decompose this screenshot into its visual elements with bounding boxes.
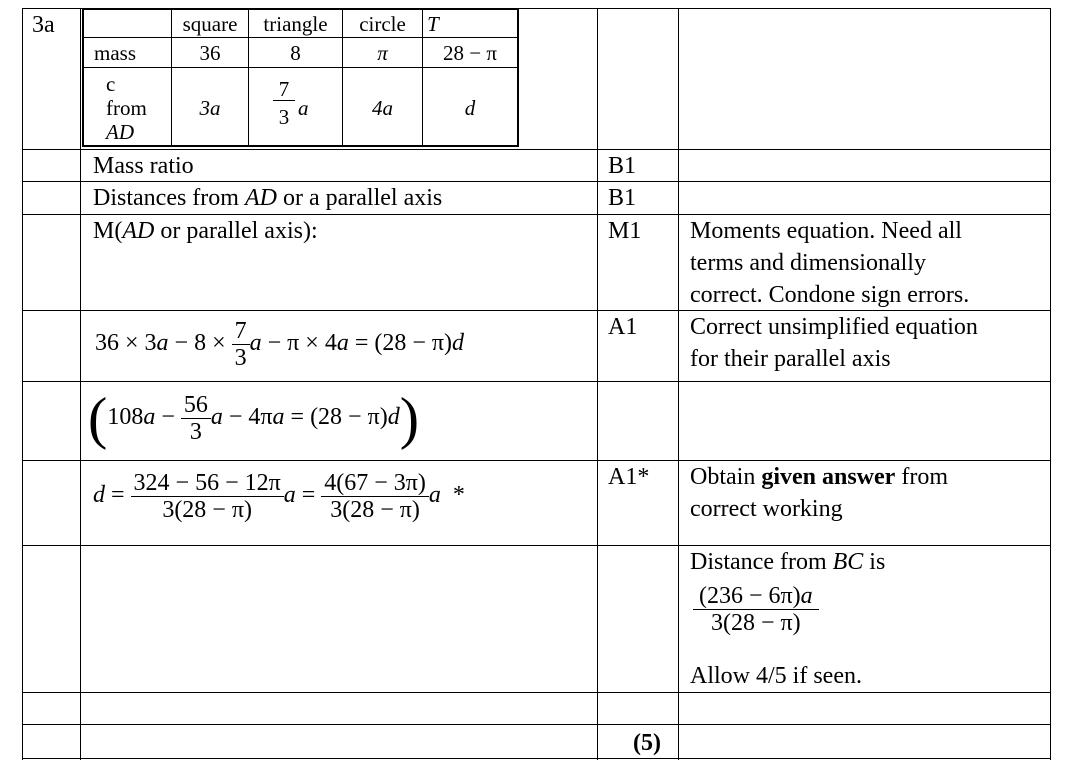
moments-note-line3: correct. Condone sign errors. <box>690 282 970 308</box>
mass-ratio-mark: B1 <box>608 153 637 179</box>
eq3-mark: A1* <box>608 464 650 490</box>
moments-mark: M1 <box>608 218 642 244</box>
total-marks: (5) <box>633 730 661 756</box>
moments-note-line2: terms and dimensionally <box>690 250 926 276</box>
grid-line <box>22 8 23 760</box>
fraction-seven-thirds: $\frac{7}{3}$ <box>232 318 250 371</box>
fraction-fifty-six-thirds: $\frac{56}{3}$ <box>181 392 211 445</box>
c-label-line1: c <box>106 72 116 96</box>
simplified-equation: (108a − $\frac{56}{3}$ a − 4πa = (28 − π)d) <box>88 385 420 451</box>
c-t: d <box>464 96 476 120</box>
bc-fraction <box>693 583 819 636</box>
header-square: square <box>182 12 238 36</box>
question-number: 3a <box>32 12 55 38</box>
eq3-note-line1: Obtain given answer from <box>690 464 948 490</box>
eq1-note-line2: for their parallel axis <box>690 346 891 372</box>
grid-line <box>22 545 1050 546</box>
grid-line <box>22 310 1050 311</box>
c-triangle-den: 3 <box>278 105 290 129</box>
moments-note-line1: Moments equation. Need all <box>690 218 962 244</box>
grid-line <box>22 758 1050 759</box>
mass-square: 36 <box>199 41 221 65</box>
grid-line <box>22 149 1050 150</box>
header-t: T <box>427 12 439 36</box>
fraction-2: $\frac{4(67 - 3\pi)}{3(28 - \pi)}$ <box>321 470 429 523</box>
eq1-note-line1: Correct unsimplified equation <box>690 314 978 340</box>
c-square: 3a <box>199 96 221 120</box>
grid-line <box>80 8 81 760</box>
fraction-1: $\frac{324 - 56 - 12\pi}{3(28 - \pi)}$ <box>131 470 284 523</box>
grid-line <box>1050 8 1051 760</box>
given-answer-equation: d = $\frac{324 - 56 - 12\pi}{3(28 - \pi)}$ a = $\frac{4(67 - 3\pi)}{3(28 - \pi)}$ a * <box>93 470 465 523</box>
moments-equation: 36 × 3a − 8 × $\frac{7}{3}$ a − π × 4a = (28 − π)d <box>95 318 464 371</box>
moments-text: M(AD or parallel axis): <box>93 218 318 244</box>
c-label-line2: from <box>106 96 147 120</box>
grid-line <box>597 8 598 760</box>
mass-label: mass <box>94 41 136 65</box>
table-line <box>84 67 517 68</box>
c-triangle-num: 7 <box>273 78 295 101</box>
distances-text: Distances from AD or a parallel axis <box>93 185 443 211</box>
eq1-mark: A1 <box>608 314 638 340</box>
bc-fraction-body: $\frac{(236 - 6\pi)a}{3(28 - \pi)}$ <box>693 583 819 636</box>
grid-line <box>22 214 1050 215</box>
grid-line <box>22 460 1050 461</box>
mass-t: 28 − π <box>443 41 497 65</box>
table-line <box>84 37 517 38</box>
distances-mark: B1 <box>608 185 637 211</box>
header-circle: circle <box>359 12 406 36</box>
bc-note-line1: Distance from BC is <box>690 549 886 575</box>
header-triangle: triangle <box>263 12 328 36</box>
c-triangle-var: a <box>298 96 309 120</box>
centre-of-mass-table <box>82 8 519 147</box>
mass-triangle: 8 <box>290 41 301 65</box>
c-label-line3: AD <box>106 120 134 144</box>
grid-line <box>22 181 1050 182</box>
grid-line <box>22 692 1050 693</box>
mass-circle: π <box>377 41 388 65</box>
c-circle: 4a <box>372 96 393 120</box>
bc-allow-note: Allow 4/5 if seen. <box>690 663 862 689</box>
grid-line <box>22 381 1050 382</box>
eq3-note-line2: correct working <box>690 496 843 522</box>
mass-ratio-text: Mass ratio <box>93 153 194 179</box>
grid-line <box>678 8 679 760</box>
grid-line <box>22 724 1050 725</box>
